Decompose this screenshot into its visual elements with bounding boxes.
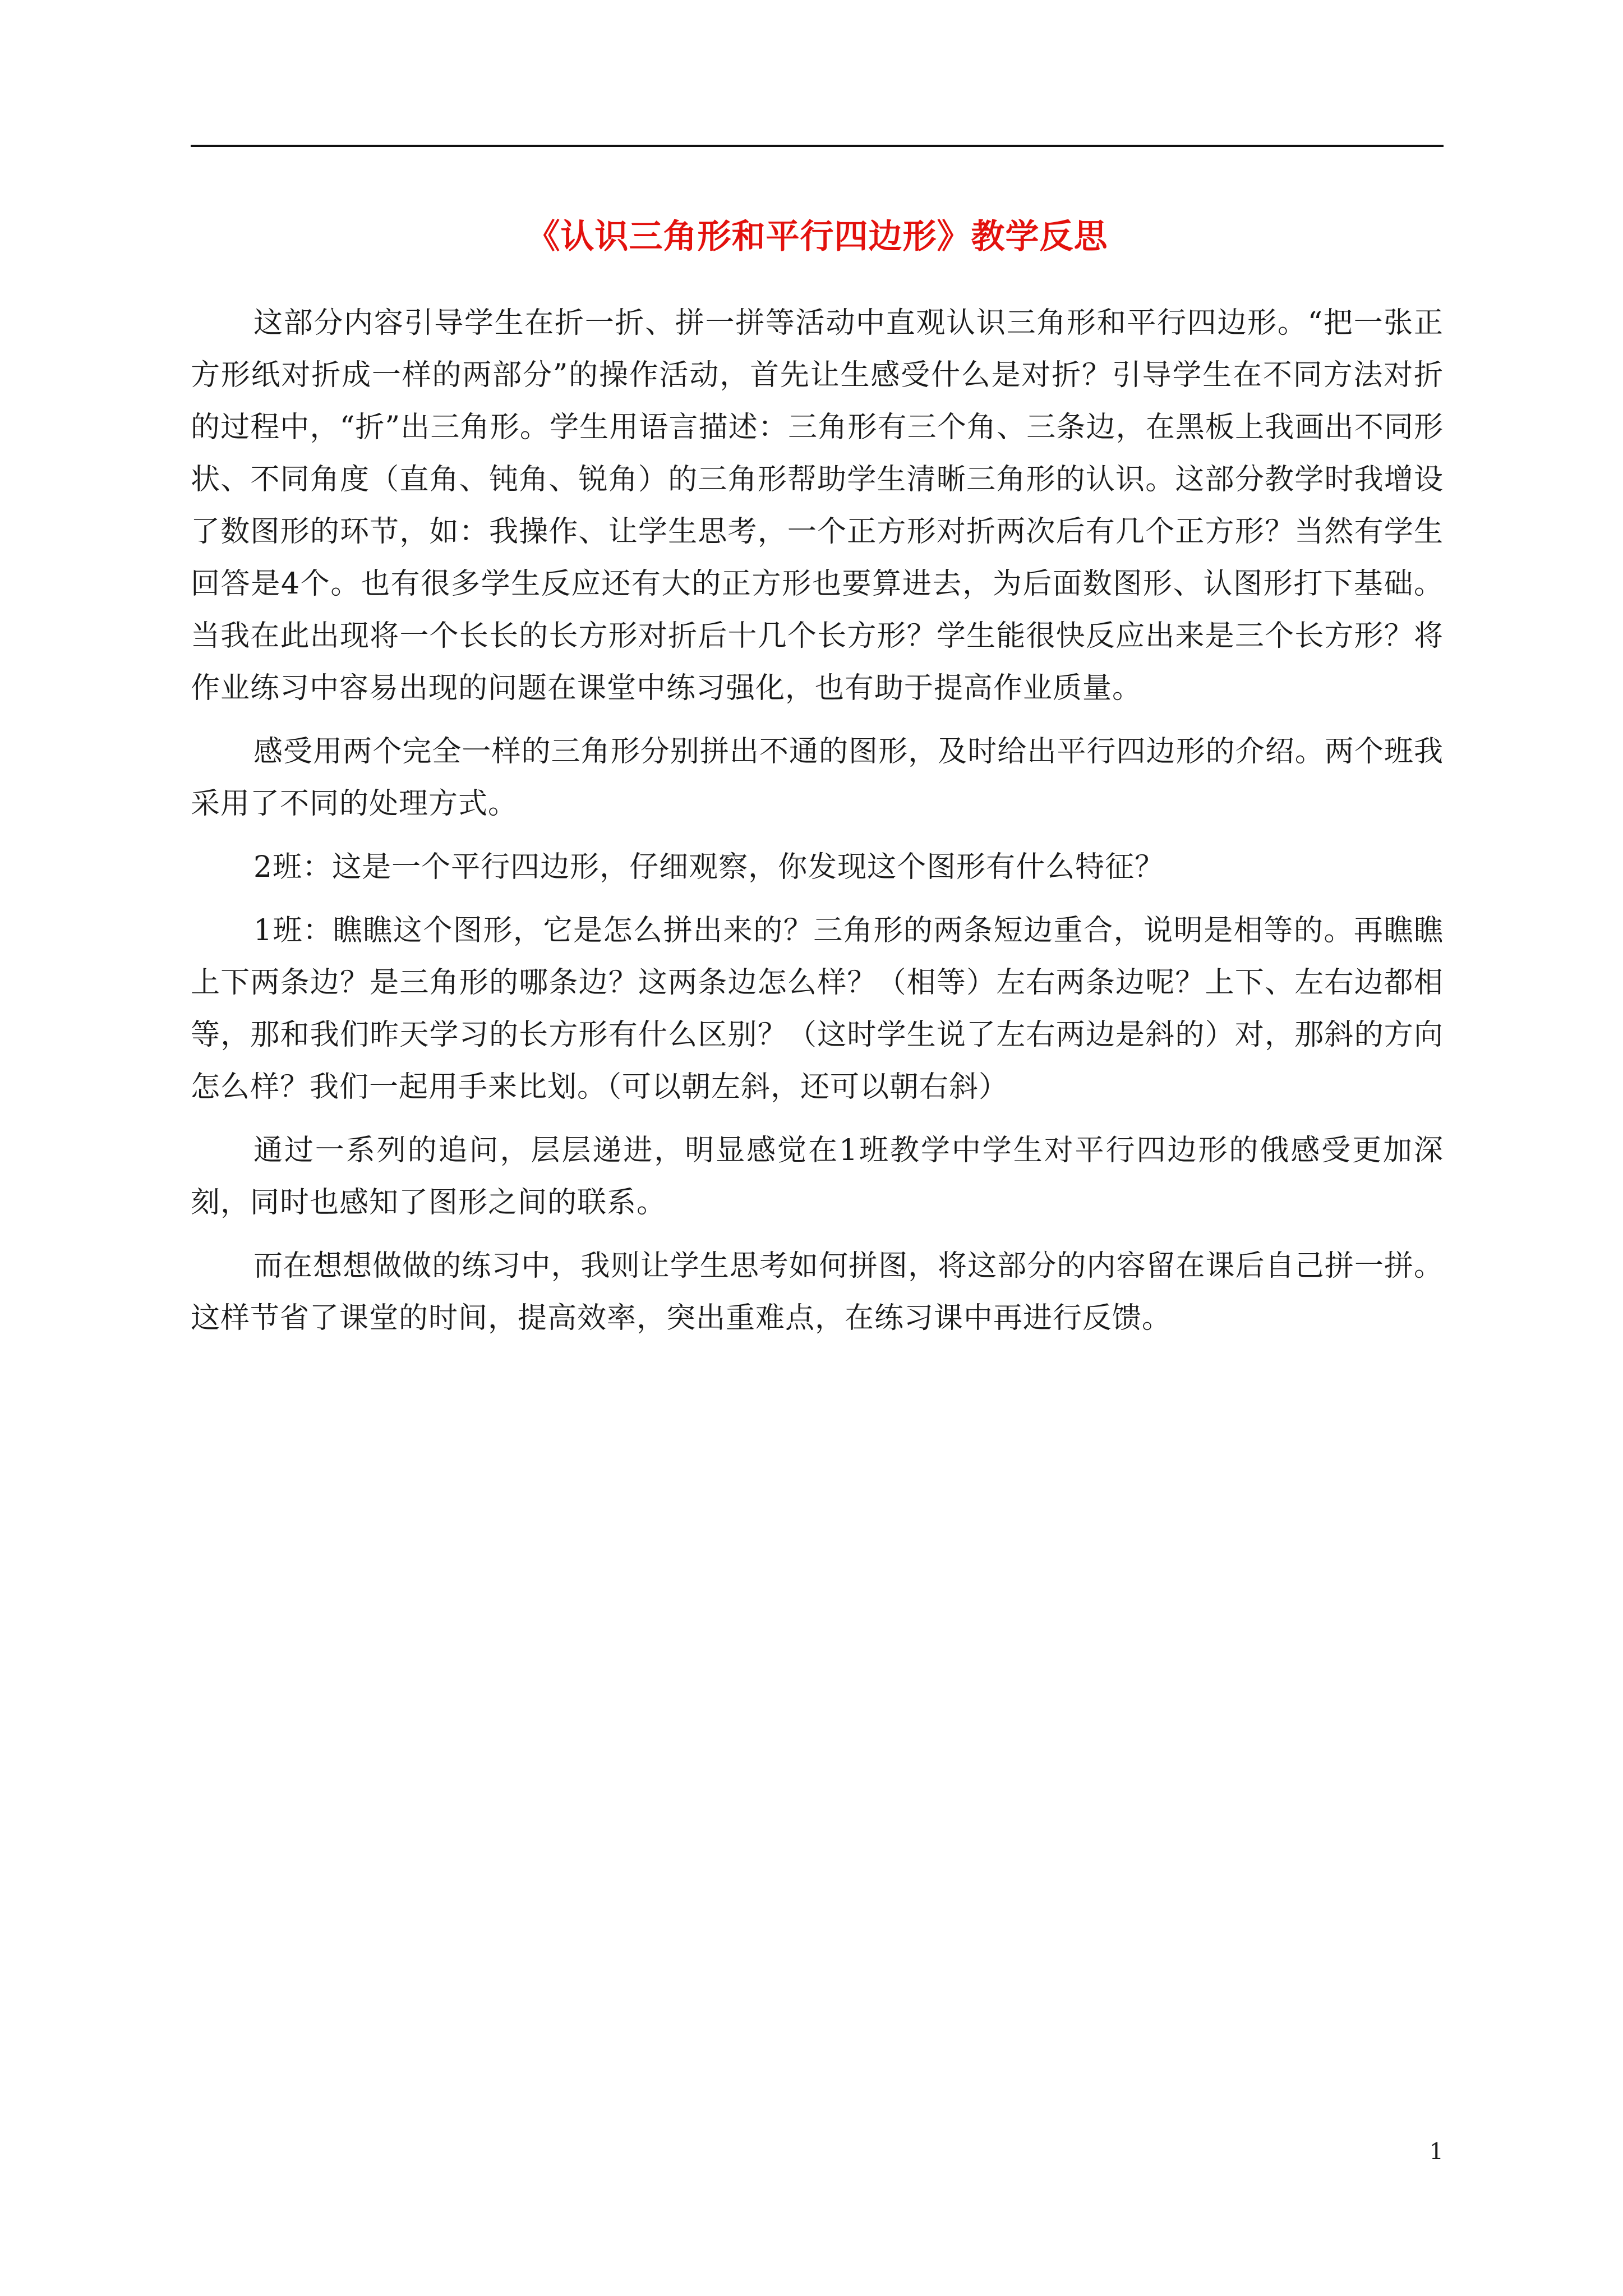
document-body <box>191 297 1444 1356</box>
paragraph-4: 1班：瞧瞧这个图形，它是怎么拼出来的？三角形的两条短边重合，说明是相等的。再瞧瞧上下两条边？是三角形的哪条边？这两条边怎么样？（相等）左右两条边呢？上下、左右边都相等，那和我们昨天学习的长方形有什么区别？（这时学生说了左右两边是斜的）对，那斜的方向怎么样？我们一起用手来比划。（可以朝左斜，还可以朝右斜） <box>191 914 1444 1104</box>
paragraph-6: 而在想想做做的练习中，我则让学生思考如何拼图，将这部分的内容留在课后自己拼一拼。这样节省了课堂的时间，提高效率，突出重难点，在练习课中再进行反馈。 <box>191 1249 1444 1335</box>
document-title: 《认识三角形和平行四边形》教学反思 <box>526 217 1108 256</box>
paragraph-5: 通过一系列的追问，层层递进，明显感觉在1班教学中学生对平行四边形的俄感受更加深刻，同时也感知了图形之间的联系。 <box>191 1134 1444 1220</box>
page-number: 1 <box>1429 2139 1444 2165</box>
paragraph-1: 这部分内容引导学生在折一折、拼一拼等活动中直观认识三角形和平行四边形。“把一张正方形纸对折成一样的两部分”的操作活动，首先让生感受什么是对折？引导学生在不同方法对折的过程中，“折”出三角形。学生用语言描述：三角形有三个角、三条边，在黑板上我画出不同形状、不同角度（直角、钝角、锐角）的三角形帮助学生清晰三角形的认识。这部分教学时我增设了数图形的环节，如：我操作、让学生思考，一个正方形对折两次后有几个正方形？当然有学生回答是4个。也有很多学生反应还有大的正方形也要算进去，为后面数图形、认图形打下基础。当我在此出现将一个长长的长方形对折后十几个长方形？学生能很快反应出来是三个长方形？将作业练习中容易出现的问题在课堂中练习强化，也有助于提高作业质量。 <box>191 306 1444 705</box>
paragraph-2: 感受用两个完全一样的三角形分别拼出不通的图形，及时给出平行四边形的介绍。两个班我采用了不同的处理方式。 <box>191 735 1444 821</box>
paragraph-3: 2班：这是一个平行四边形，仔细观察，你发现这个图形有什么特征？ <box>253 850 1165 884</box>
header-rule <box>191 145 1444 147</box>
